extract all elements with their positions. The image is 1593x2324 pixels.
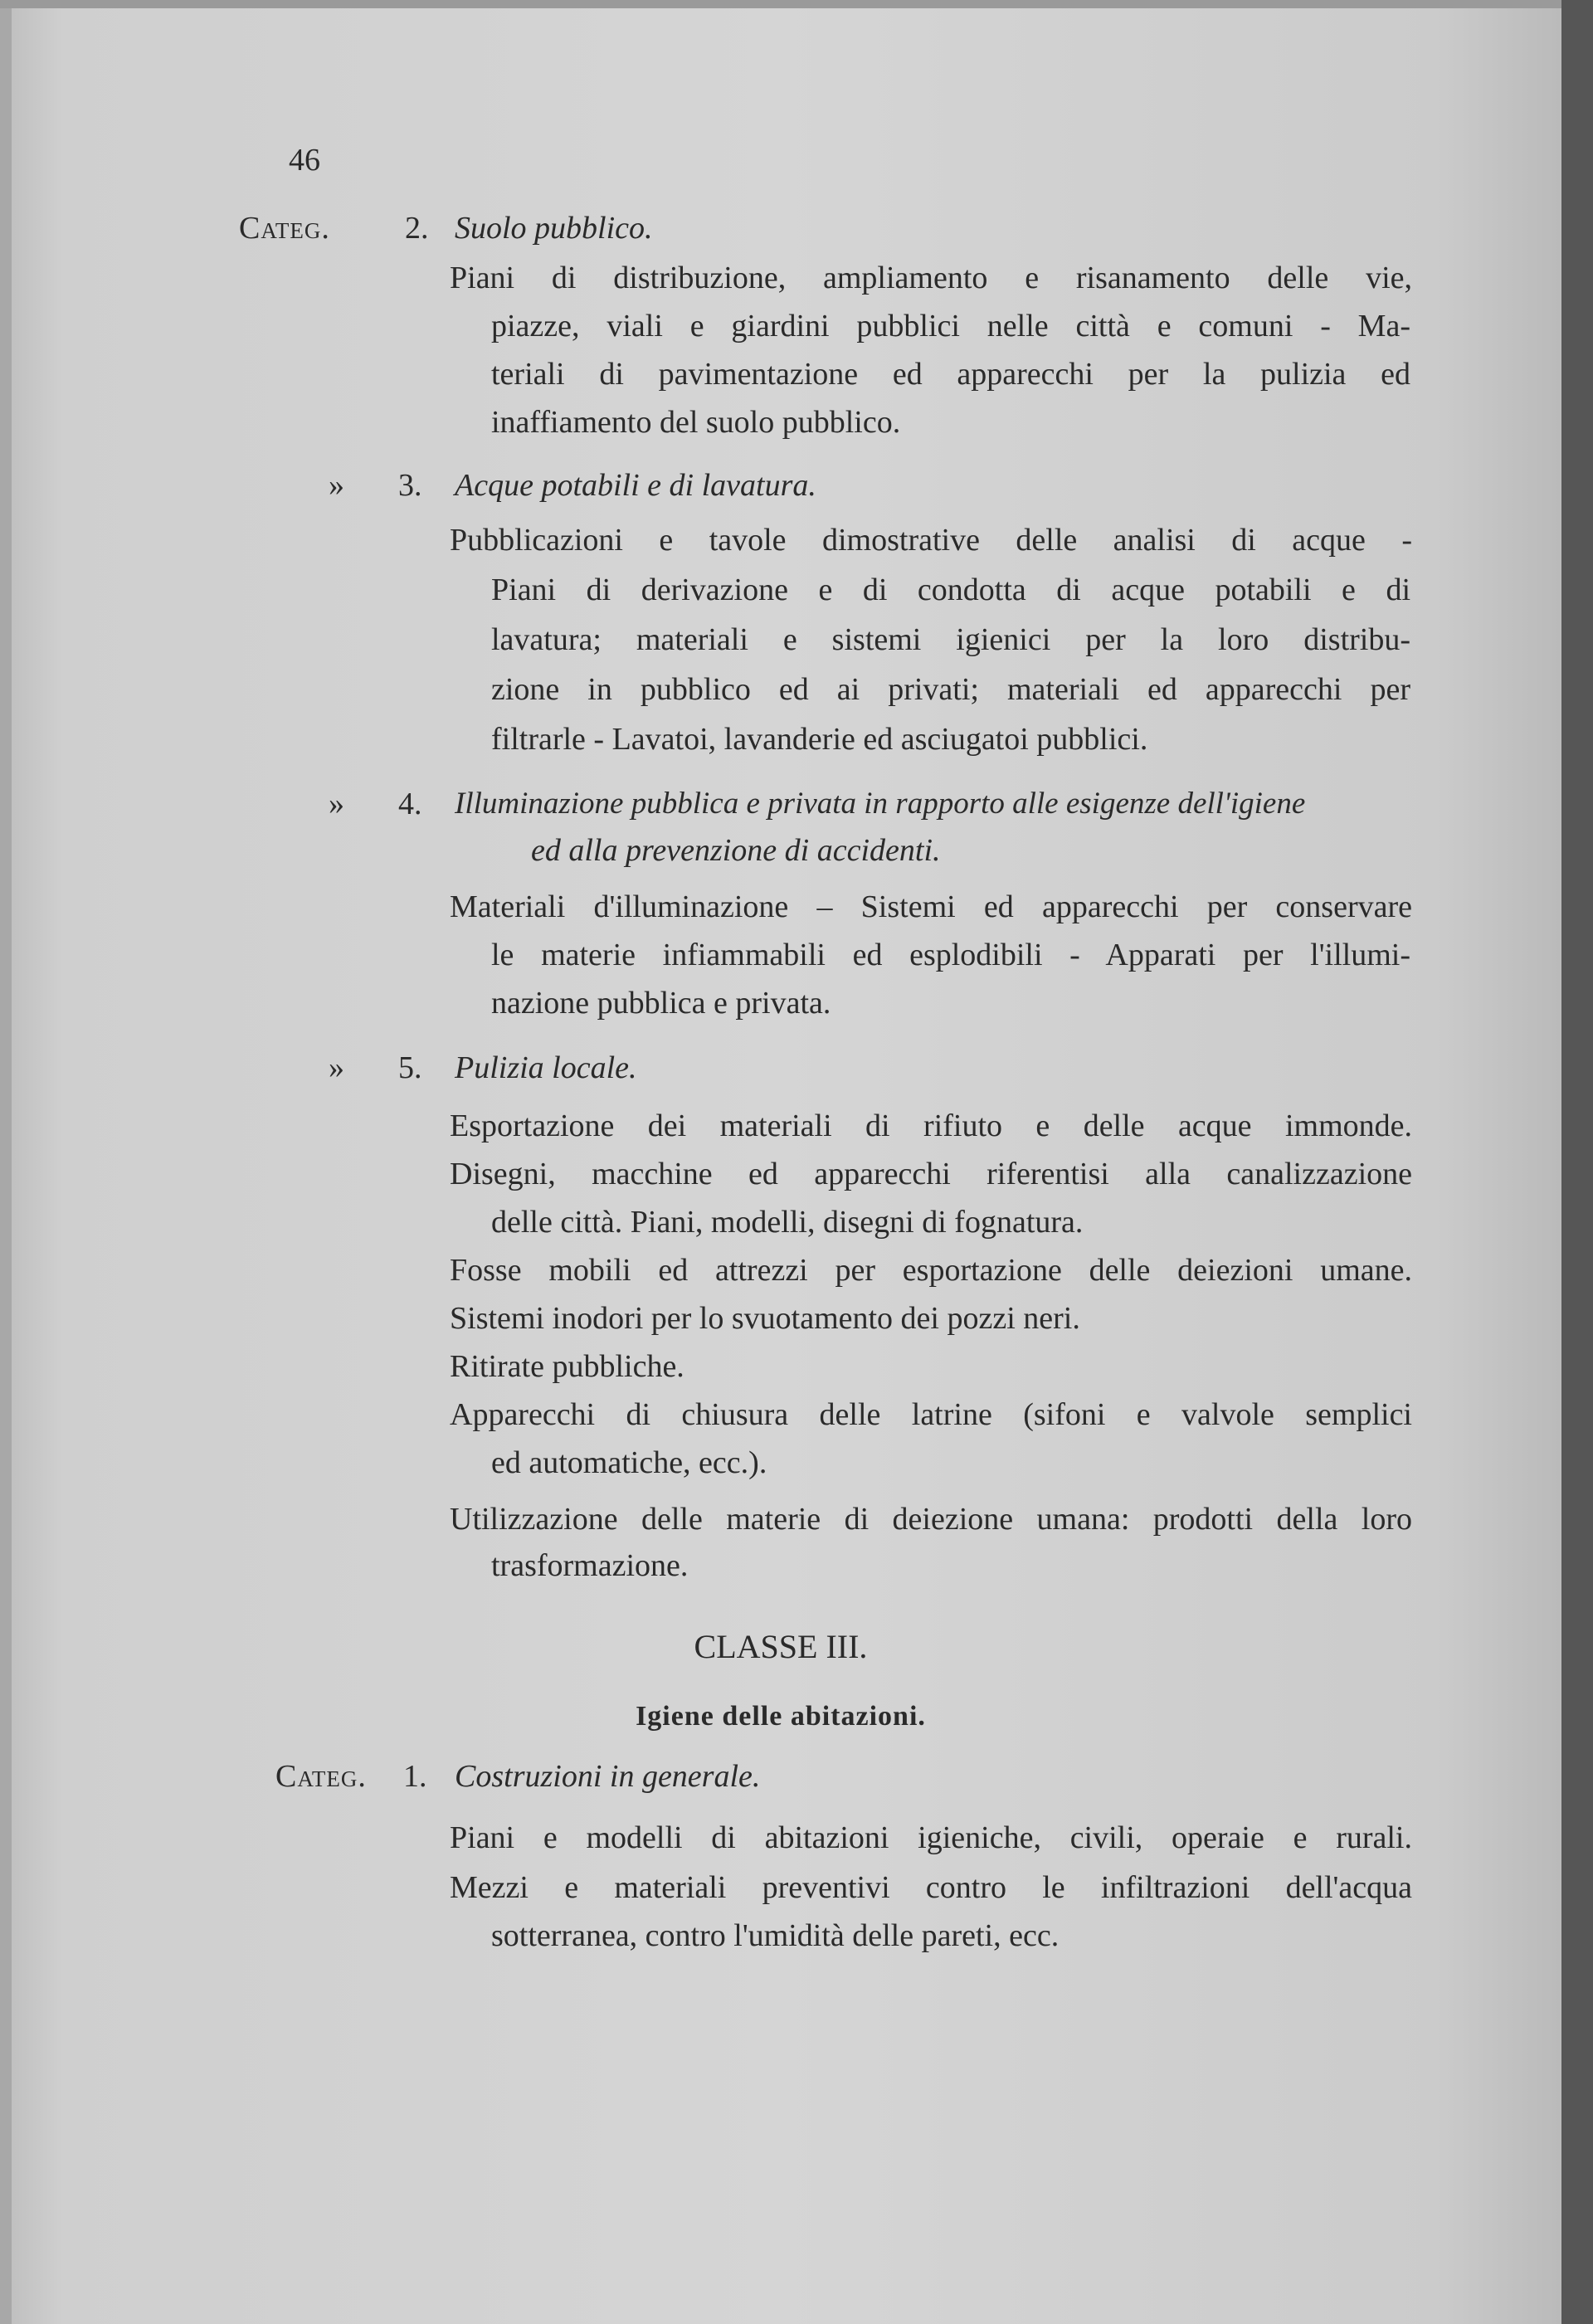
category-number: 3. <box>398 468 422 503</box>
ditto-marker: » <box>329 787 344 821</box>
body-line: trasformazione. <box>491 1548 689 1583</box>
body-line: Disegni, macchine ed apparecchi riferentisi alla canalizzazione <box>450 1157 1412 1191</box>
category-number: 1. <box>403 1759 427 1794</box>
body-line: inaffiamento del suolo pubblico. <box>491 405 901 440</box>
category-title: Suolo pubblico. <box>455 211 653 246</box>
body-line: sotterranea, contro l'umidità delle pareti, ecc. <box>491 1918 1060 1953</box>
category-marker: Categ. <box>275 1759 367 1794</box>
body-line: Esportazione dei materiali di rifiuto e delle acque immonde. <box>450 1108 1412 1143</box>
category-title: Acque potabili e di lavatura. <box>455 468 816 503</box>
body-line: ed automatiche, ecc.). <box>491 1445 767 1480</box>
page-number: 46 <box>289 143 320 178</box>
ditto-marker: » <box>329 1050 344 1085</box>
scan-margin <box>1561 0 1593 2324</box>
category-number: 5. <box>398 1050 422 1085</box>
category-title: Illuminazione pubblica e privata in rapporto alle esigenze dell'igiene <box>455 787 1306 821</box>
body-line: teriali di pavimentazione ed apparecchi per la pulizia ed <box>491 357 1410 392</box>
body-line: le materie infiammabili ed esplodibili - Apparati per l'illumi- <box>491 938 1410 972</box>
body-line: delle città. Piani, modelli, disegni di fognatura. <box>491 1205 1084 1240</box>
body-line: piazze, viali e giardini pubblici nelle città e comuni - Ma- <box>491 309 1410 343</box>
ditto-marker: » <box>329 468 344 503</box>
page-left-edge <box>0 0 12 2324</box>
body-line: Sistemi inodori per lo svuotamento dei pozzi neri. <box>450 1301 1080 1336</box>
body-line: Piani e modelli di abitazioni igieniche, civili, operaie e rurali. <box>450 1820 1412 1855</box>
category-title-continued: ed alla prevenzione di accidenti. <box>531 833 941 868</box>
body-line: Ritirate pubbliche. <box>450 1349 684 1384</box>
class-subheading: Igiene delle abitazioni. <box>636 1701 926 1732</box>
body-line: Apparecchi di chiusura delle latrine (sifoni e valvole semplici <box>450 1397 1412 1432</box>
body-line: lavatura; materiali e sistemi igienici per la loro distribu- <box>491 622 1410 657</box>
body-line: Pubblicazioni e tavole dimostrative delle analisi di acque - <box>450 523 1412 558</box>
body-line: Piani di derivazione e di condotta di acque potabili e di <box>491 572 1410 607</box>
body-line: Utilizzazione delle materie di deiezione umana: prodotti della loro <box>450 1502 1412 1537</box>
body-line: Materiali d'illuminazione – Sistemi ed apparecchi per conservare <box>450 889 1412 924</box>
page-top-edge <box>0 0 1561 8</box>
body-line: Fosse mobili ed attrezzi per esportazione delle deiezioni umane. <box>450 1253 1412 1288</box>
category-marker: Categ. <box>239 211 330 246</box>
body-line: filtrarle - Lavatoi, lavanderie ed asciugatoi pubblici. <box>491 722 1148 757</box>
body-line: nazione pubblica e privata. <box>491 986 831 1021</box>
category-title: Costruzioni in generale. <box>455 1759 761 1794</box>
category-number: 2. <box>405 211 429 246</box>
category-number: 4. <box>398 787 422 821</box>
body-line: Piani di distribuzione, ampliamento e risanamento delle vie, <box>450 261 1412 295</box>
body-line: Mezzi e materiali preventivi contro le infiltrazioni dell'acqua <box>450 1870 1412 1905</box>
category-title: Pulizia locale. <box>455 1050 637 1085</box>
body-line: zione in pubblico ed ai privati; materiali ed apparecchi per <box>491 672 1410 707</box>
class-heading: CLASSE III. <box>694 1628 868 1665</box>
